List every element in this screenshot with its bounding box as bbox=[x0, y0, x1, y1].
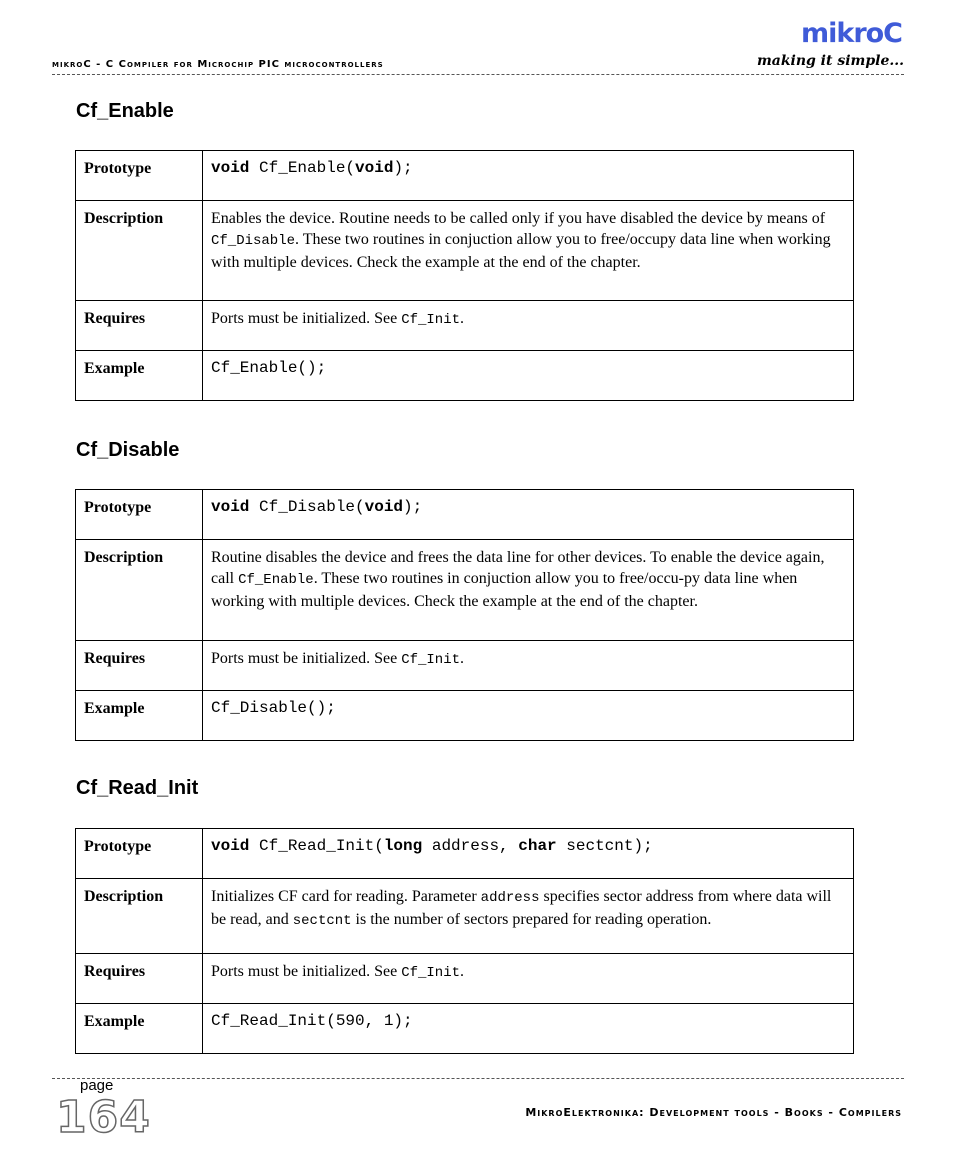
example-label: Example bbox=[76, 691, 203, 741]
ref-table-cf-read-init bbox=[75, 828, 854, 1054]
footer-text: MikroElektronika: Development tools - Books - Compilers bbox=[525, 1106, 902, 1119]
description-text: Initializes CF card for reading. Parameter address specifies sector address from where data will be read, and sectcnt is the number of sectors prepared for reading operation. bbox=[203, 879, 854, 954]
description-label: Description bbox=[76, 879, 203, 954]
description-text: Routine disables the device and frees the data line for other devices. To enable the device again, call Cf_Enable. These two routines in conjuction allow you to free/occu-py data line when working with multiple devices. Check the example at the end of the chapter. bbox=[203, 540, 854, 641]
requires-text: Ports must be initialized. See Cf_Init. bbox=[203, 954, 854, 1004]
header-divider bbox=[52, 74, 904, 75]
prototype-label: Prototype bbox=[76, 151, 203, 201]
description-label: Description bbox=[76, 201, 203, 301]
description-text: Enables the device. Routine needs to be called only if you have disabled the device by means of Cf_Disable. These two routines in conjuction allow you to free/occupy data line when working with multiple devices. Check the example at the end of the chapter. bbox=[203, 201, 854, 301]
example-label: Example bbox=[76, 351, 203, 401]
section-title-cf-enable: Cf_Enable bbox=[76, 100, 174, 122]
page-label: page bbox=[80, 1077, 114, 1094]
prototype-code: void Cf_Enable(void); bbox=[203, 151, 854, 201]
requires-text: Ports must be initialized. See Cf_Init. bbox=[203, 641, 854, 691]
ref-table-cf-disable bbox=[75, 489, 854, 741]
section-title-cf-read-init: Cf_Read_Init bbox=[76, 777, 199, 799]
header-title: mikroC - C Compiler for Microchip PIC microcontrollers bbox=[52, 59, 384, 70]
example-code: Cf_Disable(); bbox=[203, 691, 854, 741]
requires-label: Requires bbox=[76, 301, 203, 351]
prototype-code: void Cf_Disable(void); bbox=[203, 490, 854, 540]
requires-label: Requires bbox=[76, 954, 203, 1004]
footer-divider bbox=[52, 1078, 904, 1079]
description-label: Description bbox=[76, 540, 203, 641]
ref-table-cf-enable bbox=[75, 150, 854, 401]
tagline: making it simple... bbox=[756, 53, 904, 69]
example-code: Cf_Enable(); bbox=[203, 351, 854, 401]
section-title-cf-disable: Cf_Disable bbox=[76, 439, 180, 461]
requires-label: Requires bbox=[76, 641, 203, 691]
example-label: Example bbox=[76, 1004, 203, 1054]
prototype-code: void Cf_Read_Init(long address, char sectcnt); bbox=[203, 829, 854, 879]
prototype-label: Prototype bbox=[76, 829, 203, 879]
requires-text: Ports must be initialized. See Cf_Init. bbox=[203, 301, 854, 351]
example-code: Cf_Read_Init(590, 1); bbox=[203, 1004, 854, 1054]
prototype-label: Prototype bbox=[76, 490, 203, 540]
page-number: 164 bbox=[56, 1092, 151, 1143]
mikroc-logo: mikroC bbox=[800, 18, 902, 49]
